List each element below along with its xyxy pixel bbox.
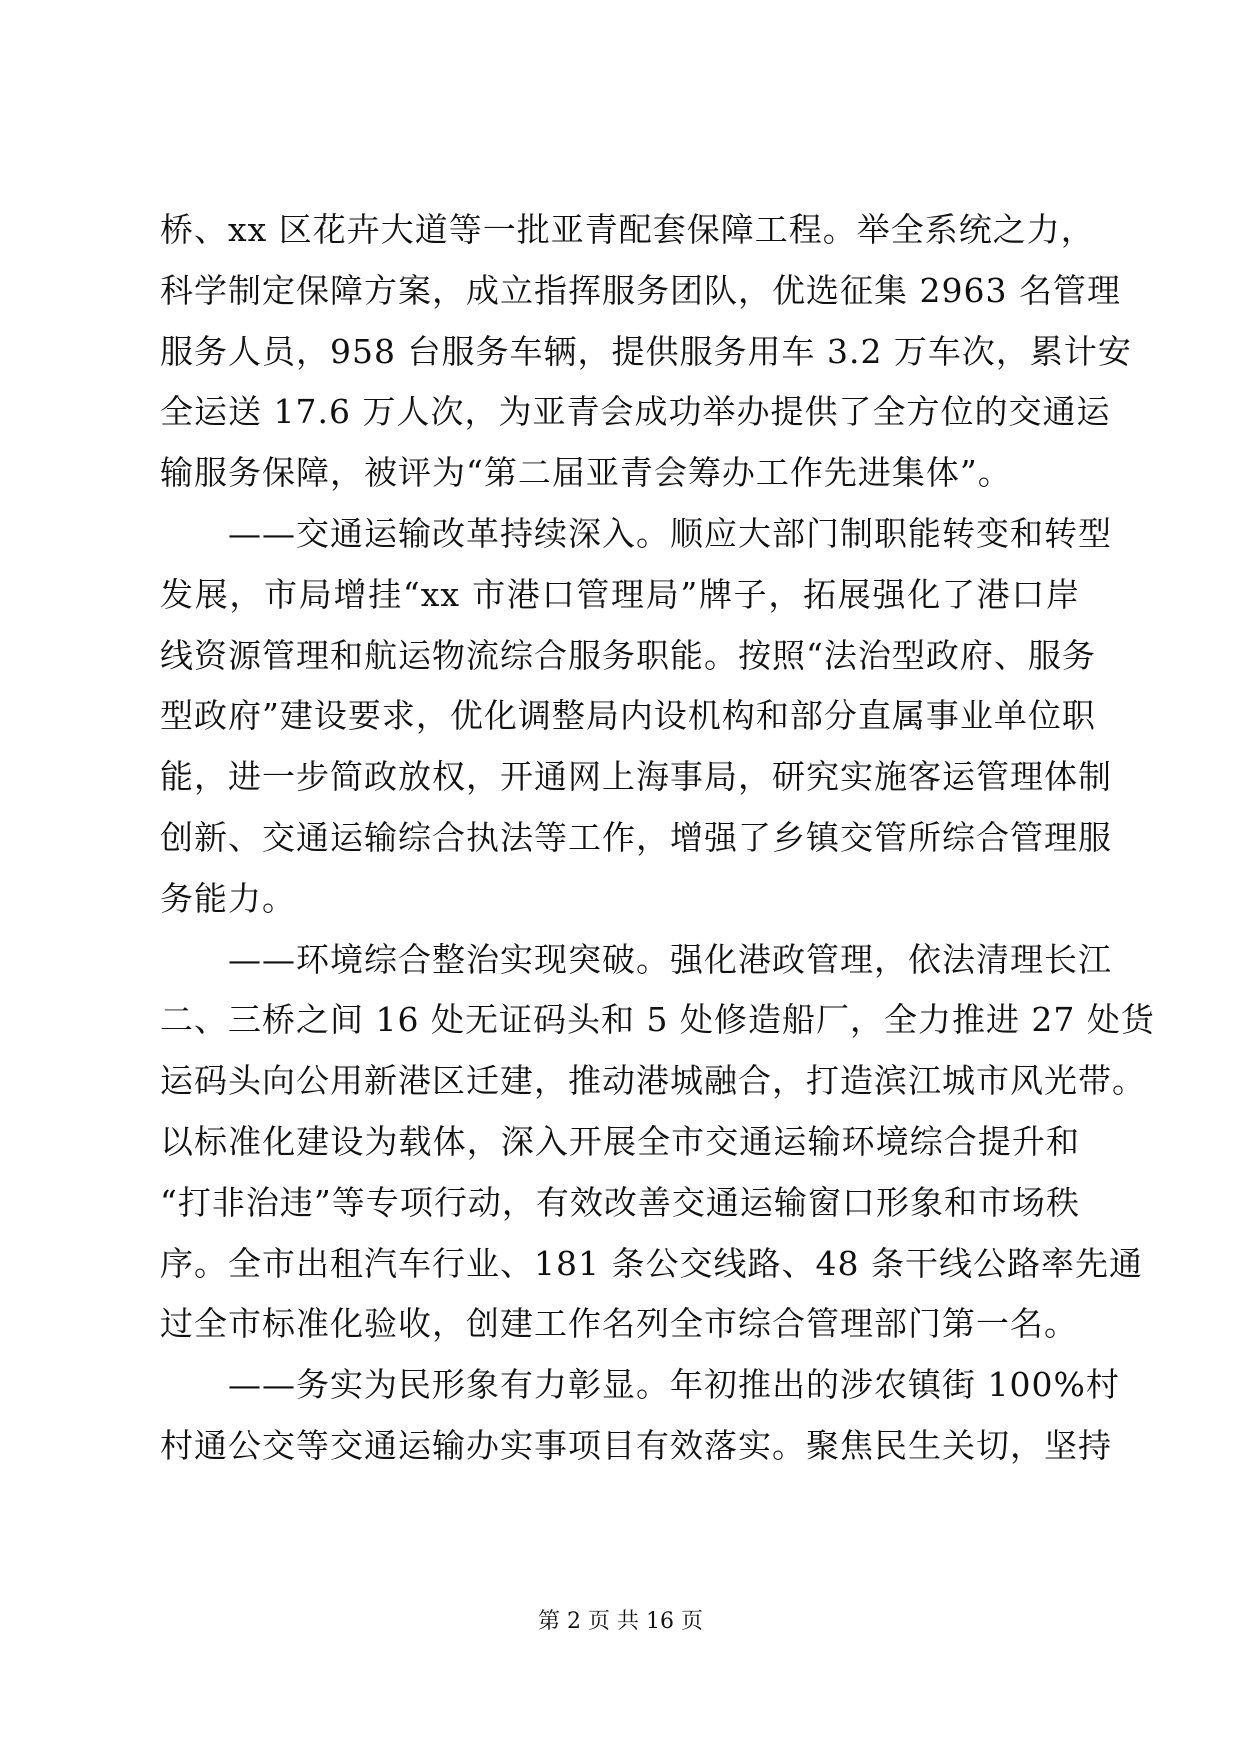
text-line: 线资源管理和航运物流综合服务职能。按照“法治型政府、服务 [160,635,1096,675]
text-line: ——交通运输改革持续深入。顺应大部门制职能转变和转型 [160,513,1112,553]
text-line: 桥、xx 区花卉大道等一批亚青配套保障工程。举全系统之力， [160,210,1095,249]
text-line: 型政府”建设要求，优化调整局内设机构和部分直属事业单位职 [160,696,1096,736]
text-line: 全运送 17.6 万人次，为亚青会成功举办提供了全方位的交通运 [160,392,1111,432]
text-line: 务能力。 [160,878,296,918]
text-line: 运码头向公用新港区迁建，推动港城融合，打造滨江城市风光带。 [160,1061,1146,1101]
text-line: “打非治违”等专项行动，有效改善交通运输窗口形象和市场秩 [160,1182,1080,1222]
text-line: 服务人员，958 台服务车辆，提供服务用车 3.2 万车次，累计安 [160,331,1132,371]
text-line: 发展，市局增挂“xx 市港口管理局”牌子，拓展强化了港口岸 [160,574,1080,614]
text-line: ——务实为民形象有力彰显。年初推出的涉农镇街 100%村 [160,1365,1120,1405]
text-line: 科学制定保障方案，成立指挥服务团队，优选征集 2963 名管理 [160,270,1121,310]
text-line: 二、三桥之间 16 处无证码头和 5 处修造船厂，全力推进 27 处货 [160,1000,1155,1040]
text-line: 序。全市出租汽车行业、181 条公交线路、48 条干线公路率先通 [160,1243,1143,1283]
document-body [160,200,1155,1477]
text-line: 过全市标准化验收，创建工作名列全市综合管理部门第一名。 [160,1304,1078,1344]
text-line: 以标准化建设为载体，深入开展全市交通运输环境综合提升和 [160,1121,1080,1161]
text-line: 村通公交等交通运输办实事项目有效落实。聚焦民生关切，坚持 [160,1425,1112,1465]
text-line: ——环境综合整治实现突破。强化港政管理，依法清理长江 [160,939,1112,979]
text-line: 能，进一步简政放权，开通网上海事局，研究实施客运管理体制 [160,757,1112,797]
page-footer: 第 2 页 共 16 页 [538,1609,703,1634]
text-line: 输服务保障，被评为“第二届亚青会筹办工作先进集体”。 [160,453,1012,493]
text-line: 创新、交通运输综合执法等工作，增强了乡镇交管所综合管理服 [160,817,1112,857]
